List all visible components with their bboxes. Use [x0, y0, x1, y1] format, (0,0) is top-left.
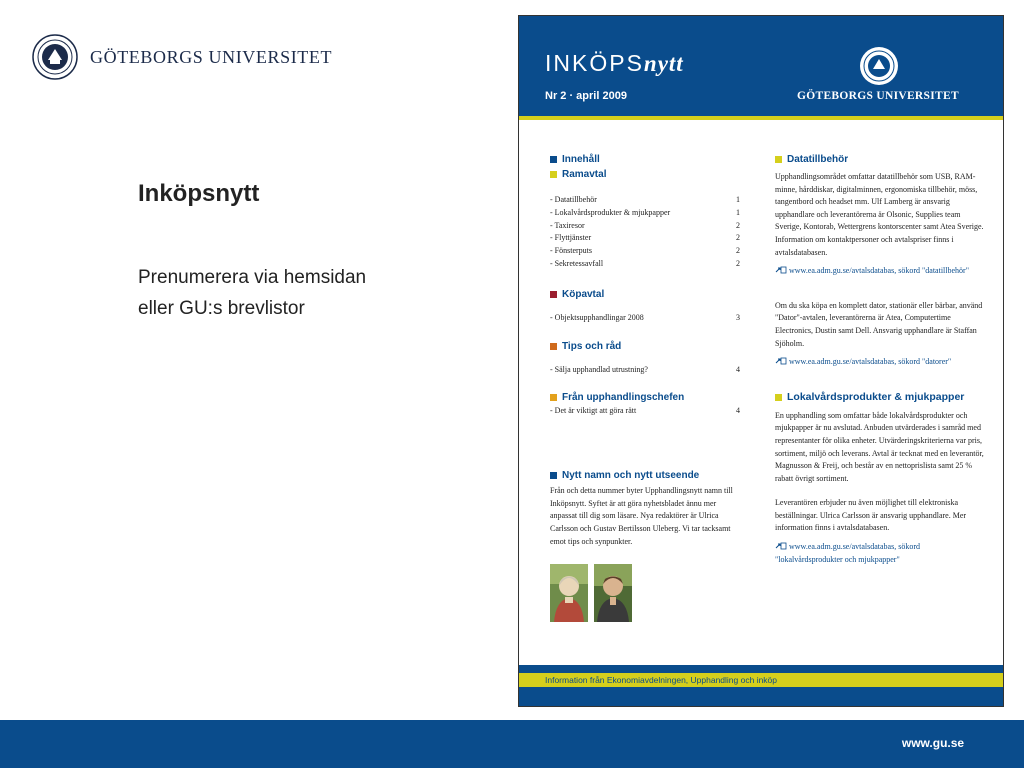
yellow-square-icon [550, 171, 557, 178]
slide-text-line-1: Prenumerera via hemsidan [138, 267, 367, 288]
website-link[interactable]: www.gu.se [901, 736, 965, 750]
newsletter-page [518, 15, 1004, 707]
editor-photo-woman [550, 564, 588, 622]
bottom-bar [0, 720, 1024, 768]
editor-photos [550, 564, 740, 622]
toc-row[interactable]: - Det är viktigt att göra rätt 4 [550, 406, 740, 416]
amber-square-icon [550, 394, 557, 401]
blue-square-icon [550, 156, 557, 163]
toc-row[interactable]: - Sekretessavfall 2 [550, 258, 740, 268]
slide-title: Inköpsnytt [138, 180, 260, 207]
news-text: Från och detta nummer byter Upphandlingsnytt namn till Inköpsnytt. Syftet är att göra nyhetsbladet ännu mer anpassat till dig som läsare. Nya redaktörer är Ulrica Carlsson och Gustav Bertilsson Uleberg. Vi tar tacksamt emot tips och synpunkter. [550, 486, 733, 546]
slide-text [138, 262, 478, 324]
newsletter-right-column [775, 154, 985, 566]
toc-row[interactable]: - Objektsupphandlingar 2008 3 [550, 312, 740, 322]
newsletter-header [519, 16, 1003, 119]
dator-link[interactable]: www.ea.adm.gu.se/avtalsdatabas, sökord "datorer" [775, 356, 985, 369]
lokalvard-link[interactable]: www.ea.adm.gu.se/avtalsdatabas, sökord "lokalvårdsprodukter och mjukpapper" [775, 542, 920, 564]
dator-text: Om du ska köpa en komplett dator, stationär eller bärbar, använd "Dator"-avtalen, leverantörerna är Atea, Computertime Electronics, Dustin samt Dell. Ansvarig upphandlare är Staffan Sjöholm. [775, 300, 983, 348]
university-seal-icon [859, 46, 899, 86]
yellow-square-icon [775, 394, 782, 401]
datatillbehor-text: Upphandlingsområdet omfattar datatillbehör som USB, RAM-minne, hårddiskar, digitalminnen, ergonomiska tillbehör, möss, tangentbord och headset mm. Ulf Lamberg är ansvarig upphandlare och leverantörerna är Olsonic, Supplies team Sverige, Kontorab, Wettergrens kontorscenter samt Atea Sverige. Information om kontaktpersoner och avtalspriser finns i avtalsdatabasen. [775, 172, 984, 257]
newsletter-title-main: INKÖPS [545, 50, 644, 76]
toc-row[interactable]: - Fönsterputs 2 [550, 246, 740, 256]
orange-square-icon [550, 343, 557, 350]
newsletter-left-column [550, 154, 740, 622]
newsletter-footer: Information från Ekonomiavdelningen, Upphandling och inköp [545, 675, 778, 685]
chef-heading: Från upphandlingschefen [550, 392, 740, 403]
header-yellow-line [519, 116, 1003, 120]
contents-heading: Innehåll [550, 154, 740, 165]
toc-row[interactable]: - Taxiresor 2 [550, 220, 740, 230]
red-square-icon [550, 291, 557, 298]
datatillbehor-heading: Datatillbehör [775, 154, 985, 165]
university-name: GÖTEBORGS UNIVERSITET [90, 46, 333, 67]
newsletter-university: GÖTEBORGS UNIVERSITET [797, 90, 959, 102]
newsletter-title-italic: nytt [643, 51, 684, 76]
toc-row[interactable]: - Sälja upphandlad utrustning? 4 [550, 364, 740, 374]
toc-row[interactable]: - Flyttjänster 2 [550, 233, 740, 243]
lokalvard-heading: Lokalvårdsprodukter & mjukpapper [775, 391, 985, 404]
lokalvard-text-2: Leverantören erbjuder nu även möjlighet till elektroniska beställningar. Ulrica Carlsson är ansvarig upphandlare. Mer information finns i avtalsdatabasen. [775, 498, 967, 533]
university-seal-icon [32, 34, 78, 80]
slide-text-line-2: eller GU:s brevlistor [138, 298, 305, 319]
newsletter-title [545, 50, 684, 77]
toc-row[interactable]: - Datatillbehör 1 [550, 195, 740, 204]
lokalvard-text: En upphandling som omfattar både lokalvårdsprodukter och mjukpapper är nu avslutad. Anbuden utvärderades i samråd med representanter för olika enheter. Utvärderingskriterierna var pris, sortiment, miljö och leverans. Avtal är tecknat med en leverantör, Magnusson & Freij, och består av en nettoprislista samt 25 % rabatt övrigt sortiment. [775, 410, 984, 483]
kopavtal-heading: Köpavtal [550, 289, 740, 300]
footer-band-bottom [519, 687, 1003, 707]
ramavtal-list [550, 194, 740, 271]
newsletter-issue: Nr 2 · april 2009 [545, 90, 627, 102]
editor-photo-man [594, 564, 632, 622]
link-arrow-icon [775, 266, 787, 274]
ramavtal-heading: Ramavtal [550, 169, 740, 180]
datatillbehor-link[interactable]: www.ea.adm.gu.se/avtalsdatabas, sökord "datatillbehör" [775, 265, 985, 278]
university-logo [32, 34, 332, 80]
link-arrow-icon [775, 542, 787, 550]
toc-row[interactable]: - Lokalvårdsprodukter & mjukpapper 1 [550, 207, 740, 217]
yellow-square-icon [775, 156, 782, 163]
news-heading: Nytt namn och nytt utseende [550, 470, 740, 481]
tips-heading: Tips och råd [550, 341, 740, 352]
link-arrow-icon [775, 357, 787, 365]
blue-square-icon [550, 472, 557, 479]
footer-band [519, 665, 1003, 673]
